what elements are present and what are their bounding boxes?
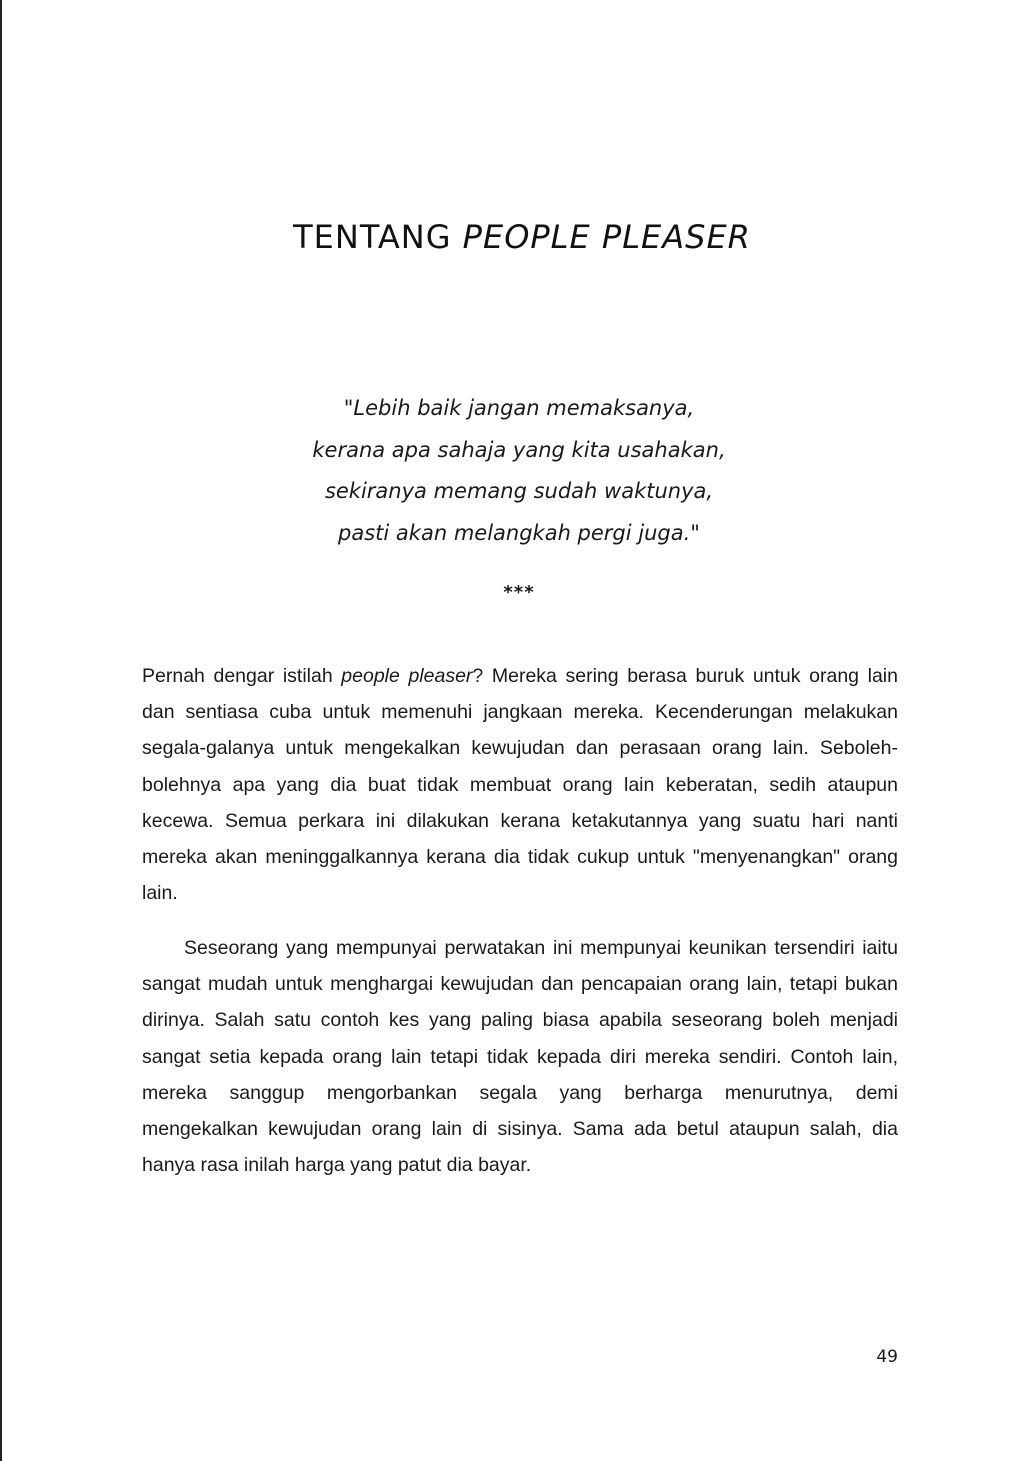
chapter-title [2,218,1024,256]
quote-line-4: pasti akan melangkah pergi juga." [338,520,700,545]
quote-line-2: kerana apa sahaja yang kita usahakan, [312,437,726,462]
page-number: 49 [876,1347,898,1367]
chapter-title-plain: TENTANG [293,218,452,256]
paragraph-1-emphasis: people pleaser [341,665,473,687]
paragraph-1-rest: ? Mereka sering berasa buruk untuk orang lain dan sentiasa cuba untuk memenuhi jangkaan mereka. Kecenderungan melakukan segala-galanya untuk mengekalkan kewujudan dan perasaan orang lain. Seboleh-bolehnya apa yang dia buat tidak membuat orang lain keberatan, sedih ataupun kecewa. Semua perkara ini dilakukan kerana ketakutannya yang suatu hari nanti mereka akan meninggalkannya kerana dia tidak cukup untuk "menyenangkan" orang lain. [142,665,898,905]
body-paragraph-2: Seseorang yang mempunyai perwatakan ini mempunyai keunikan tersendiri iaitu sangat mudah untuk menghargai kewujudan dan pencapaian orang lain, tetapi bukan dirinya. Salah satu contoh kes yang paling biasa apabila seseorang boleh menjadi sangat setia kepada orang lain tetapi tidak kepada diri mereka sendiri. Contoh lain, mereka sanggup mengorbankan segala yang berharga menurutnya, demi mengekalkan kewujudan orang lain di sisinya. Sama ada betul ataupun salah, dia hanya rasa inilah harga yang patut dia bayar. [142,937,898,1177]
epigraph-quote [2,388,1024,554]
section-separator: *** [503,582,535,603]
chapter-title-emphasis: PEOPLE PLEASER [462,218,751,256]
body-paragraph-1 [142,658,898,911]
quote-line-1: "Lebih baik jangan memaksanya, [343,396,695,420]
quote-line-3: sekiranya memang sudah waktunya, [324,479,714,503]
paragraph-1-start: Pernah dengar istilah [142,665,342,687]
